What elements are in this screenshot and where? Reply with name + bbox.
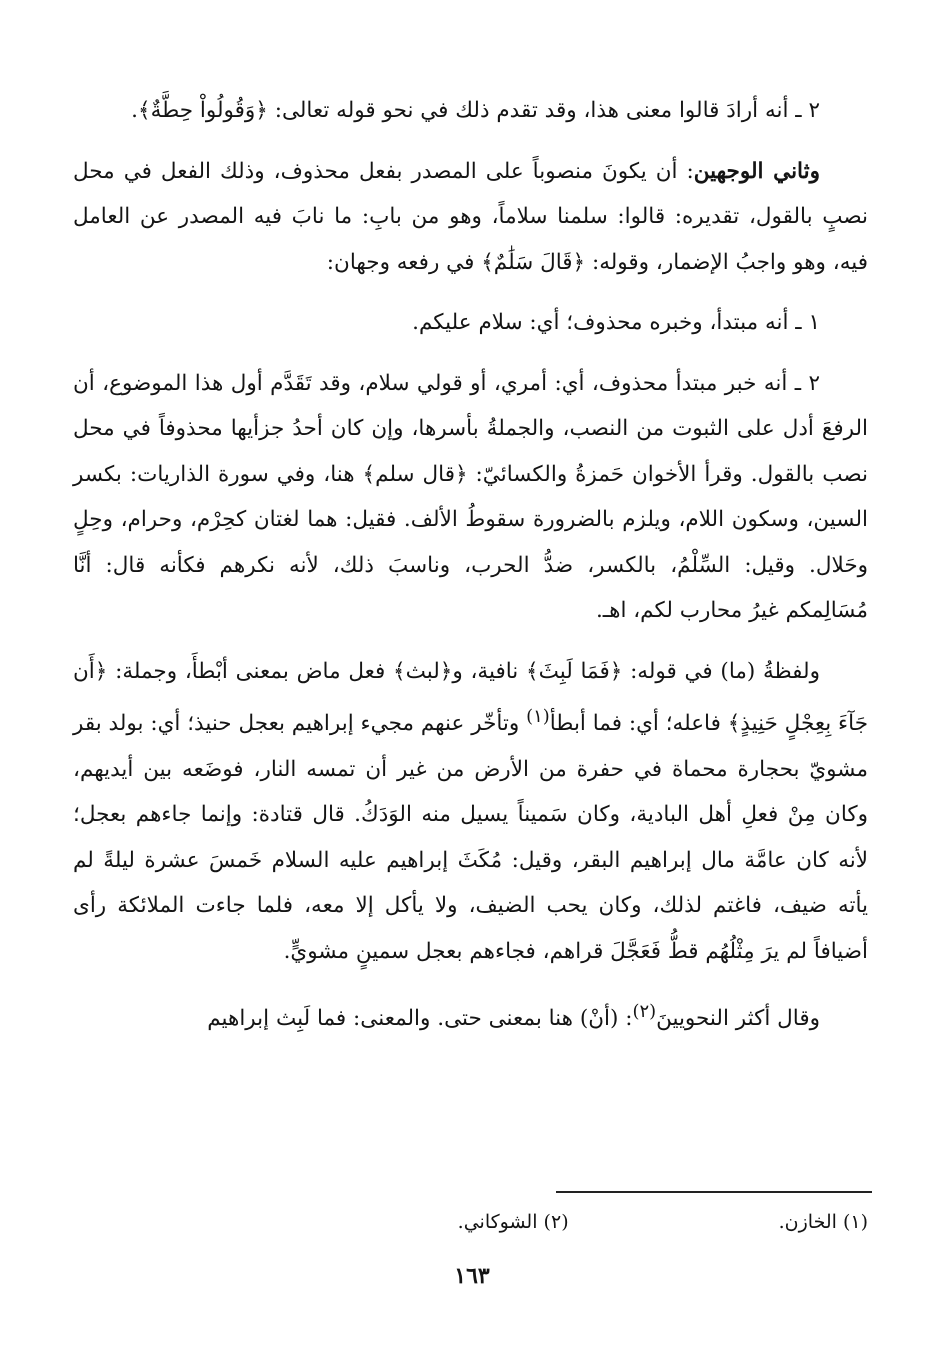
footnote-1: (١) الخازن. [778, 1211, 868, 1233]
footnote-divider [556, 1191, 872, 1193]
footnote-2: (٢) الشوكاني. [457, 1211, 569, 1233]
paragraph-4 [73, 361, 868, 634]
paragraph-5-text-rest: وتأخّر عنهم مجيء إبراهيم بعجل حنيذ؛ أي: بولد بقر مشويّ بحجارة محماة في حفرة من الأرض من غير أن تمسه النار، فوضَعه بين أيديهم، وكان مِنْ فعلِ أهل البادية، وكان سَميناً يسيل منه الوَدَكُ. قال قتادة: وإنما جاءهم بعجل؛ لأنه كان عامَّة مال إبراهيم البقر، وقيل: مُكَثَ إبراهيم عليه السلام خَمسَ عشرة ليلةً لم يأته ضيف، فاغتم لذلك، وكان يحب الضيف، ولا يأكل إلا معه، فلما جاءت الملائكة رأى أضيافاً لم يرَ مِثْلُهُم قطُّ فَعَجَّلَ قراهم، فجاءهم بعجل سمينٍ مشويٍّ. [73, 711, 868, 964]
paragraph-2-lead: وثاني الوجهين [693, 158, 820, 184]
paragraph-2 [73, 149, 868, 286]
page-number: ١٦٣ [454, 1263, 490, 1289]
paragraph-5 [73, 649, 868, 975]
paragraph-6-text-rest: : (أنْ) هنا بمعنى حتى. والمعنى: فما لَبِث إبراهيم [207, 1006, 633, 1032]
paragraph-5-text: ولفظةُ (ما) في قوله: ﴿فَمَا لَبِثَ﴾ نافية، و﴿لبث﴾ فعل ماض بمعنى أبْطأَ، وجملة: ﴿أَن جَآءَ بِعِجْلٍ حَنِيذٍ﴾ فاعله؛ أي: فما أبطأ [73, 658, 868, 737]
paragraph-6 [73, 989, 868, 1042]
footnote-ref-2[interactable]: (٢) [632, 1001, 657, 1023]
paragraph-3-text: ١ ـ أنه مبتدأ، وخبره محذوف؛ أي: سلام عليكم. [412, 310, 820, 335]
paragraph-1-text: ٢ ـ أنه أرادَ قالوا معنى هذا، وقد تقدم ذلك في نحو قوله تعالى: ﴿وَقُولُواْ حِطَّةٌ﴾. [131, 98, 820, 123]
main-text [73, 88, 868, 1057]
paragraph-2-text: : أن يكونَ منصوباً على المصدر بفعل محذوف، وذلك الفعل في محل نصبٍ بالقول، تقديره: قالوا: سلمنا سلاماً، وهو من بابِ: ما نابَ فيه المصدر عن العامل فيه، وهو واجبُ الإضمار، وقوله: ﴿قَالَ سَلَٰمٌ﴾ في رفعه وجهان: [73, 158, 868, 275]
paragraph-1 [73, 88, 868, 134]
paragraph-3 [73, 300, 868, 346]
paragraph-4-text: ٢ ـ أنه خبر مبتدأ محذوف، أي: أمري، أو قولي سلام، وقد تَقَدَّم أول هذا الموضوع، أن الرفعَ أدل على الثبوت من النصب، والجملةُ بأسرها، وإن كان أحدُ جزأيها محذوفاً في محل نصب بالقول. وقرأ الأخوان حَمزةُ والكسائيّ: ﴿قال سلم﴾ هنا، وفي سورة الذاريات: بكسر السين، وسكون اللام، ويلزم بالضرورة سقوطُ الألف. فقيل: هما لغتان كحِرْم، وحرام، وحِلٍ وحَلال. وقيل: السِّلْمُ، بالكسر، ضدُّ الحرب، وناسبَ ذلك، لأنه نكرهم فكأنه قال: أنَّا مُسَالِمكم غيرُ محارب لكم، اهـ. [73, 370, 868, 623]
footnote-ref-1[interactable]: (١) [526, 706, 550, 727]
footnotes [73, 1207, 868, 1237]
paragraph-6-text: وقال أكثر النحويينَ [656, 1006, 820, 1032]
